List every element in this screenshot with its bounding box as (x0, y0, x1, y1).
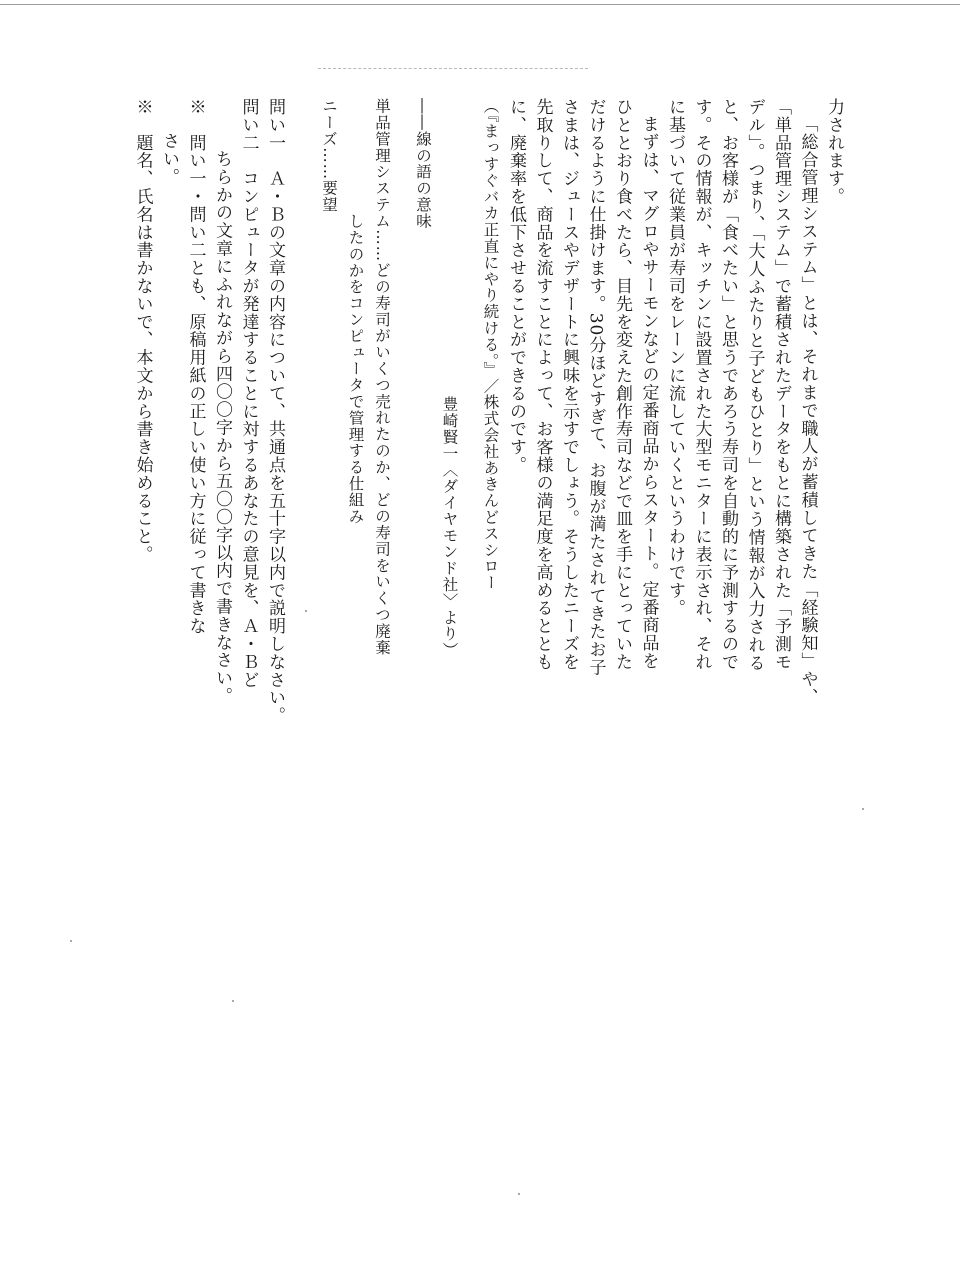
glossary-title: ――線の語の意味 (414, 98, 432, 230)
glossary-entry-1-continued: したのかをコンピュータで管理する仕組み (346, 213, 365, 525)
body-line-9: ひととおり食べたら、目先を変えた創作寿司などで皿を手にとっていた (612, 98, 632, 671)
body-line-3: 「単品管理システム」で蓄積されたデータをもとに構築された「予測モ (771, 98, 791, 671)
page-divider-rule (318, 68, 588, 69)
body-line-5: と、お客様が「食べたい」と思うであろう寿司を自動的に予測するので (718, 98, 738, 671)
spacer (293, 98, 310, 658)
scan-speck (232, 1000, 234, 1002)
question-2-continued: ちらかの文章にふれながら四〇〇字から五〇〇字以内で書きなさい。 (212, 150, 232, 705)
exam-page (124, 98, 844, 725)
scan-speck (305, 610, 307, 612)
body-line-1: 力されます。 (824, 98, 844, 206)
body-line-13: に、廃棄率を低下させることができるのです。 (506, 98, 526, 474)
note-2: ※ 題名、氏名は書かないで、本文から書き始めること。 (132, 98, 153, 564)
body-line-4: デル」。つまり、「大人ふたりと子どもひとり」という情報が入力される (744, 98, 765, 672)
source-citation-line-1: （『まっすぐバカ正直にやり続ける。』／株式会社あきんどスシロー (481, 98, 500, 591)
body-line-6: す。その情報が、キッチンに設置された大型モニターに表示され、それ (691, 98, 712, 671)
scan-speck (70, 940, 72, 942)
question-1: 問い一 Ａ・Ｂの文章の内容について、共通点を五十字以内で説明しなさい。 (265, 98, 285, 725)
body-line-7: に基づいて従業員が寿司をレーンに流していくというわけです。 (665, 98, 685, 618)
scan-edge-line (0, 4, 960, 5)
scan-speck (862, 808, 864, 810)
source-citation-line-2: 豊崎賢一〈ダイヤモンド社〉より） (440, 395, 459, 658)
body-line-11: さまは、ジュースやデザートに興味を示すでしょう。そうしたニーズを (559, 98, 579, 671)
body-line-8: まずは、マグロやサーモンなどの定番商品からスタート。定番商品を (638, 115, 659, 670)
body-line-2: 「総合管理システム」とは、それまで職人が蓄積してきた「経験知」や、 (797, 115, 818, 706)
glossary-entry-1: 単品管理システム……どの寿司がいくつ売れたのか、どの寿司をいくつ廃棄 (373, 98, 391, 656)
note-1: ※ 問い一・問い二とも、原稿用紙の正しい使い方に従って書きな (185, 98, 206, 635)
question-2: 問い二 コンピュータが発達することに対するあなたの意見を、Ａ・Ｂど (238, 98, 259, 689)
glossary-entry-2: ニーズ……要望 (320, 98, 338, 213)
body-line-12: 先取りして、商品を流すことによって、お客様の満足度を高めるととも (532, 98, 553, 671)
scan-speck (518, 1193, 520, 1195)
body-line-10: だけるように仕掛けます。30分ほどすぎて、お腹が満たされてきたお子 (585, 98, 606, 677)
note-1-continued: さい。 (159, 132, 179, 186)
